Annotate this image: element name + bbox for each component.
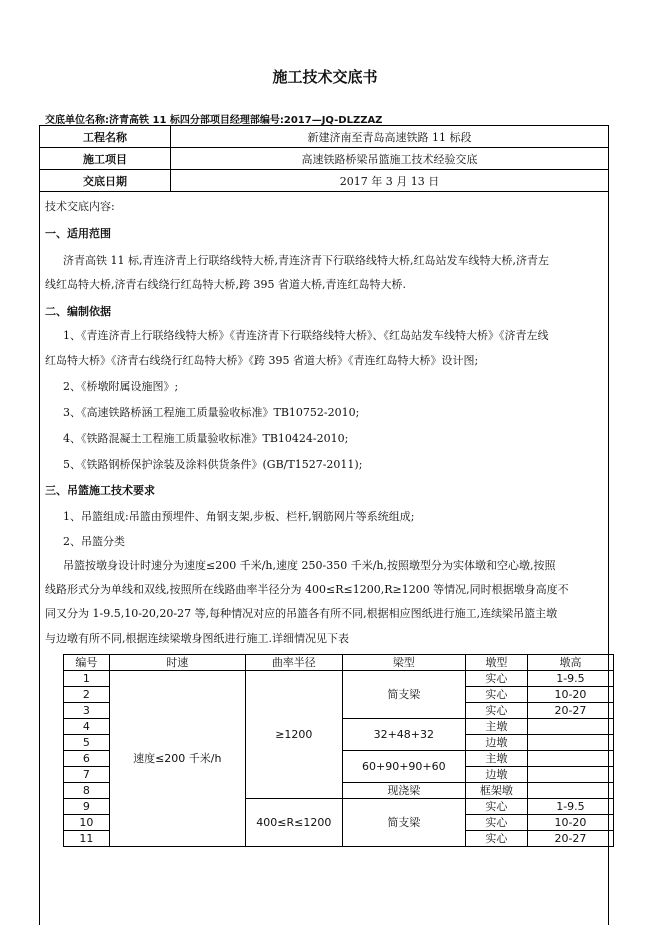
header-label: 工程名称 <box>40 126 171 148</box>
col-header: 墩高 <box>527 655 613 671</box>
paragraph-line: 线路形式分为单线和双线,按照所在线路曲率半径分为 400≤R≤1200,R≥1200 等情况,同时根据墩身高度不 <box>45 583 569 596</box>
pier-type-cell: 实心 <box>465 831 527 847</box>
radius-cell: 400≤R≤1200 <box>245 799 342 847</box>
row-number: 6 <box>64 751 110 767</box>
pier-type-cell: 实心 <box>465 799 527 815</box>
document-title: 施工技术交底书 <box>272 68 378 86</box>
pier-height-cell <box>527 767 613 783</box>
intro-text: 技术交底内容: <box>45 200 115 213</box>
beam-type-cell: 32+48+32 <box>342 719 465 751</box>
paragraph-line: 同又分为 1-9.5,10-20,20-27 等,每种情况对应的吊篮各有所不同,根据相应图纸进行施工,连续梁吊篮主墩 <box>45 607 558 620</box>
col-header: 编号 <box>64 655 110 671</box>
pier-type-cell: 框架墩 <box>465 783 527 799</box>
row-number: 8 <box>64 783 110 799</box>
col-header: 墩型 <box>465 655 527 671</box>
pier-type-cell: 实心 <box>465 815 527 831</box>
row-number: 11 <box>64 831 110 847</box>
section-1-title: 一、适用范围 <box>45 227 111 240</box>
table-header-row <box>64 655 614 671</box>
reference-item: 2、《桥墩附属设施图》; <box>63 380 179 393</box>
pier-type-cell: 边墩 <box>465 735 527 751</box>
header-row <box>40 148 609 170</box>
reference-item: 1、《青连济青上行联络线特大桥》《青连济青下行联络线特大桥》、《红岛站发车线特大桥》《济青左线 <box>63 329 549 342</box>
header-row <box>40 126 609 148</box>
pier-height-cell: 1-9.5 <box>527 671 613 687</box>
pier-height-cell: 20-27 <box>527 703 613 719</box>
pier-height-cell <box>527 783 613 799</box>
col-header: 时速 <box>109 655 245 671</box>
row-number: 9 <box>64 799 110 815</box>
pier-type-cell: 实心 <box>465 703 527 719</box>
requirement-item: 1、吊篮组成:吊篮由预埋件、角钢支架,步板、栏杆,钢筋网片等系统组成; <box>63 510 415 523</box>
row-number: 3 <box>64 703 110 719</box>
header-row <box>40 170 609 192</box>
document-meta: 交底单位名称:济青高铁 11 标四分部项目经理部编号:2017—JQ-DLZZAZ <box>45 115 383 126</box>
col-header: 曲率半径 <box>245 655 342 671</box>
pier-height-cell <box>527 719 613 735</box>
pier-height-cell: 10-20 <box>527 687 613 703</box>
row-number: 10 <box>64 815 110 831</box>
pier-height-cell: 10-20 <box>527 815 613 831</box>
header-value: 高速铁路桥梁吊篮施工技术经验交底 <box>171 148 609 170</box>
reference-item: 3、《高速铁路桥涵工程施工质量验收标准》TB10752-2010; <box>63 406 360 419</box>
speed-cell: 速度≤200 千米/h <box>109 671 245 847</box>
row-number: 1 <box>64 671 110 687</box>
col-header: 梁型 <box>342 655 465 671</box>
requirement-item: 2、吊篮分类 <box>63 535 125 548</box>
header-label: 施工项目 <box>40 148 171 170</box>
paragraph-line: 济青高铁 11 标,青连济青上行联络线特大桥,青连济青下行联络线特大桥,红岛站发车线特大桥,济青左 <box>63 254 549 267</box>
header-value: 2017 年 3 月 13 日 <box>171 170 609 192</box>
beam-type-cell: 简支梁 <box>342 799 465 847</box>
basket-spec-table <box>63 654 614 847</box>
header-table <box>39 125 609 192</box>
pier-height-cell: 1-9.5 <box>527 799 613 815</box>
pier-type-cell: 主墩 <box>465 719 527 735</box>
header-label: 交底日期 <box>40 170 171 192</box>
pier-type-cell: 主墩 <box>465 751 527 767</box>
section-3-title: 三、吊篮施工技术要求 <box>45 484 155 497</box>
table-row <box>64 671 614 687</box>
section-2-title: 二、编制依据 <box>45 305 111 318</box>
reference-item: 4、《铁路混凝土工程施工质量验收标准》TB10424-2010; <box>63 432 349 445</box>
beam-type-cell: 简支梁 <box>342 671 465 719</box>
reference-item: 红岛特大桥》《济青右线绕行红岛特大桥》《跨 395 省道大桥》《青连红岛特大桥》设计图; <box>45 354 479 367</box>
header-value: 新建济南至青岛高速铁路 11 标段 <box>171 126 609 148</box>
pier-height-cell: 20-27 <box>527 831 613 847</box>
pier-height-cell <box>527 735 613 751</box>
row-number: 4 <box>64 719 110 735</box>
beam-type-cell: 现浇梁 <box>342 783 465 799</box>
paragraph-line: 吊篮按墩身设计时速分为速度≤200 千米/h,速度 250-350 千米/h,按照墩型分为实体墩和空心墩,按照 <box>63 559 556 572</box>
pier-height-cell <box>527 751 613 767</box>
row-number: 7 <box>64 767 110 783</box>
paragraph-line: 与边墩有所不同,根据连续梁墩身图纸进行施工.详细情况见下表 <box>45 632 349 645</box>
reference-item: 5、《铁路钢桥保护涂装及涂料供货条件》(GB/T1527-2011); <box>63 458 363 471</box>
row-number: 5 <box>64 735 110 751</box>
pier-type-cell: 边墩 <box>465 767 527 783</box>
pier-type-cell: 实心 <box>465 671 527 687</box>
beam-type-cell: 60+90+90+60 <box>342 751 465 783</box>
pier-type-cell: 实心 <box>465 687 527 703</box>
row-number: 2 <box>64 687 110 703</box>
paragraph-line: 线红岛特大桥,济青右线绕行红岛特大桥,跨 395 省道大桥,青连红岛特大桥. <box>45 278 406 291</box>
radius-cell: ≥1200 <box>245 671 342 799</box>
